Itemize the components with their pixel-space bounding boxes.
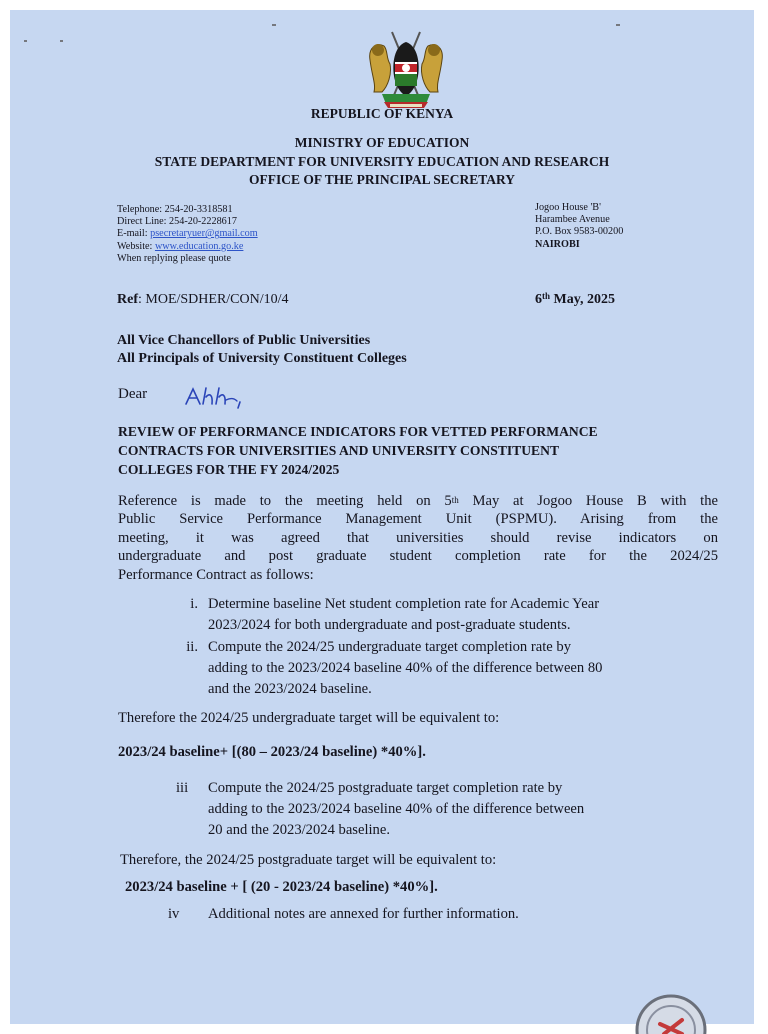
email-label: E-mail: [117, 228, 151, 240]
address-line: P.O. Box 9583-00200 [535, 226, 624, 238]
office-heading: OFFICE OF THE PRINCIPAL SECRETARY [248, 172, 516, 187]
address-city: NAIROBI [535, 238, 580, 250]
item-number: i. [190, 596, 198, 612]
list-item [168, 594, 728, 638]
subject-line: COLLEGES FOR THE FY 2024/2025 [118, 462, 340, 477]
paragraph-line: undergraduate and post graduate student completion rate for the 2024/25 [118, 548, 718, 565]
salutation: Dear [118, 386, 148, 402]
contact-details [117, 204, 258, 265]
item-text [208, 778, 584, 841]
telephone: Telephone: 254-20-3318581 [117, 204, 233, 215]
intro-paragraph [118, 492, 718, 584]
item-line: 20 and the 2023/2024 baseline. [208, 822, 390, 838]
email-link[interactable]: psecretaryuer@gmail.com [150, 228, 258, 240]
scan-mark [24, 40, 27, 42]
reference-label: Ref [117, 292, 138, 307]
date-day: 6 [535, 292, 542, 307]
scan-mark [60, 40, 63, 42]
item-text [208, 637, 602, 700]
postgraduate-therefore: Therefore, the 2024/25 postgraduate target will be equivalent to: [120, 852, 497, 868]
date-suffix: th [542, 291, 551, 301]
ministry-heading-block [10, 134, 754, 190]
scan-mark [272, 24, 276, 26]
item-line: and the 2023/2024 baseline. [208, 681, 372, 697]
paragraph-text: Reference is made to the meeting held on 5 [118, 493, 452, 509]
republic-heading: REPUBLIC OF KENYA [310, 106, 454, 121]
subject-line: REVIEW OF PERFORMANCE INDICATORS FOR VETTED PERFORMANCE [118, 424, 598, 439]
ministry-heading: MINISTRY OF EDUCATION [294, 135, 470, 150]
paragraph-line [118, 492, 718, 510]
postgraduate-formula: 2023/24 baseline + [ (20 - 2023/24 baseline) *40%]. [125, 879, 438, 895]
direct-line: Direct Line: 254-20-2228617 [117, 216, 237, 228]
letter-subject [118, 422, 708, 479]
list-item [168, 904, 728, 926]
item-number: iv [168, 906, 180, 922]
letter-date [535, 292, 615, 308]
scan-mark [616, 24, 620, 26]
undergraduate-therefore: Therefore the 2024/25 undergraduate target will be equivalent to: [118, 710, 500, 726]
addressee-line: All Vice Chancellors of Public Universities [117, 333, 371, 348]
paragraph-text: May at Jogoo House B with the [458, 493, 718, 509]
address-line: Jogoo House 'B' [535, 202, 601, 213]
item-line: Compute the 2024/25 undergraduate target completion rate by [208, 639, 571, 655]
reference-line [117, 292, 289, 308]
paragraph-sup: th [451, 495, 459, 505]
website-link[interactable]: www.education.go.ke [154, 240, 244, 252]
paragraph-line: Performance Contract as follows: [118, 566, 314, 583]
list-item [168, 637, 728, 703]
subject-line: CONTRACTS FOR UNIVERSITIES AND UNIVERSITY CONSTITUENT [118, 443, 560, 458]
item-line: Compute the 2024/25 postgraduate target completion rate by [208, 780, 563, 796]
website-row [117, 241, 258, 253]
addressee-line: All Principals of University Constituent Colleges [117, 351, 407, 366]
letter-page [10, 10, 754, 1024]
undergraduate-formula: 2023/24 baseline+ [(80 – 2023/24 baseline) *40%]. [118, 744, 426, 760]
reference-number: : MOE/SDHER/CON/10/4 [138, 292, 289, 307]
paragraph-line: meeting, it was agreed that universities should revise indicators on [118, 529, 718, 546]
date-rest: May, 2025 [550, 292, 615, 307]
item-line: adding to the 2023/2024 baseline 40% of the difference between [208, 801, 585, 817]
item-text [208, 594, 599, 636]
website-label: Website: [117, 240, 155, 252]
email-row [117, 228, 258, 240]
addressees [117, 332, 407, 368]
postal-address [535, 202, 623, 251]
item-number: ii. [186, 639, 198, 655]
paragraph-line: Public Service Performance Management Unit (PSPMU). Arising from the [118, 511, 718, 528]
item-line: 2023/2024 for both undergraduate and post-graduate students. [208, 617, 571, 633]
handwritten-salutation [182, 384, 248, 410]
coat-of-arms-icon [362, 20, 450, 112]
item-line: Determine baseline Net student completion rate for Academic Year [208, 596, 600, 612]
certification-stamp-icon [634, 988, 708, 1034]
list-item [168, 778, 728, 844]
item-number: iii [176, 780, 189, 796]
item-text [208, 904, 519, 925]
department-heading: STATE DEPARTMENT FOR UNIVERSITY EDUCATION AND RESEARCH [154, 153, 610, 169]
item-line: Additional notes are annexed for further information. [208, 906, 519, 922]
reply-note: When replying please quote [117, 252, 232, 264]
item-line: adding to the 2023/2024 baseline 40% of the difference between 80 [208, 660, 603, 676]
address-line: Harambee Avenue [535, 214, 610, 226]
